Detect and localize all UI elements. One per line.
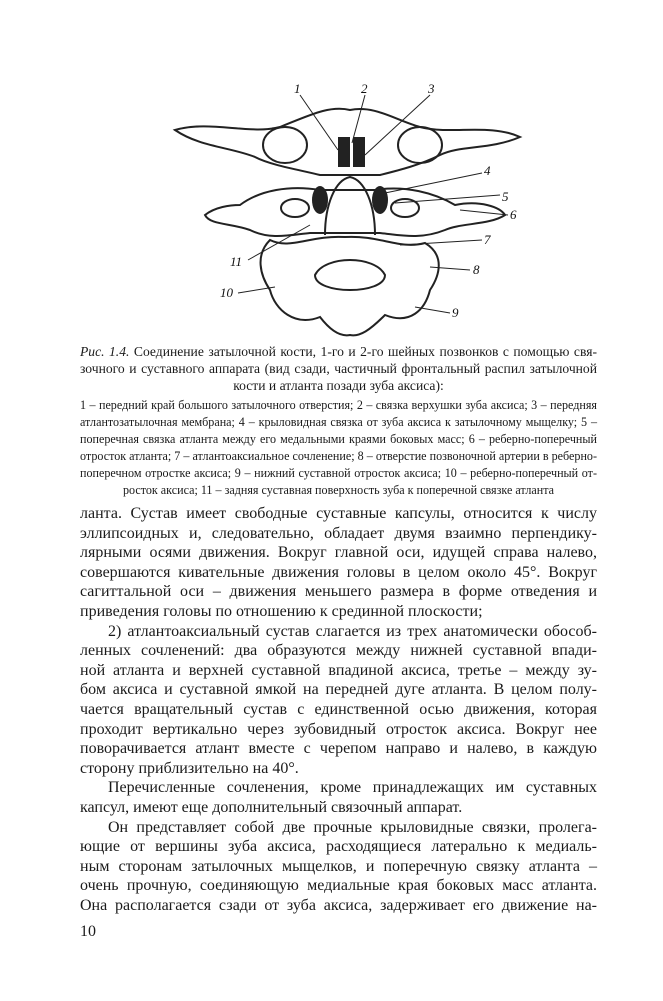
body-text-line: Он представляет собой две прочные крыловидные связки, пролега- [108,818,597,836]
figure-label: 7 [484,232,491,247]
figure-label: 4 [484,163,491,178]
figure-label: 1 [294,81,301,96]
figure-caption-line: кости и атланта позади зуба аксиса): [233,378,444,393]
body-text-line: ным сторонам затылочных мыщелков, и поперечную связку атланта – [80,857,597,875]
dens [325,177,375,235]
figure-caption-line [80,344,597,360]
body-text-line: 2) атлантоаксиальный сустав слагается из трех анатомически обособ- [108,622,597,640]
page-number: 10 [80,923,96,940]
body-text-line: ющие от вершины зуба аксиса, расходящиеся латерально к медиаль- [80,838,597,856]
body-text-line: лярными осями движения. Вокруг главной оси, идущей справа налево, [80,544,597,562]
body-text-line: ленных сочленений: два образуются между нижней суставной впади- [80,642,597,660]
figure-label: 2 [361,81,368,96]
body-text-line: сторону приблизительно на 40°. [80,759,299,777]
figure-label: 9 [452,305,459,320]
figure-caption-line: зочного и суставного аппарата (вид сзади, частичный фронтальный распил затылочной [80,361,597,376]
body-text-line: очень прочную, соединяющую медиальные края боковых масс атланта. [80,877,597,895]
figure-label: 10 [220,285,233,300]
figure-label: 3 [428,81,435,96]
anatomical-illustration [160,75,530,340]
body-text-line: эллипсоидных и, следовательно, обладает двумя взаимно перпендику- [80,524,597,542]
figure-legend-line: 1 – передний край большого затылочного отверстия; 2 – связка верхушки зуба аксиса; 3 – передняя [80,398,597,412]
figure-legend-line: отросток атланта; 7 – атлантоаксиальное сочленение; 8 – отверстие позвоночной артерии в реберно- [80,449,597,463]
body-text-line: проходит вертикально через зубовидный отросток аксиса. Вокруг нее [80,720,597,738]
body-text-line: Перечисленные сочленения, кроме принадлежащих им суставных [108,779,597,797]
figure-label: 5 [502,189,509,204]
body-text-line: бом аксиса и суставной ямкой на передней дуге атланта. В целом полу- [80,681,597,699]
atlas [205,188,505,236]
body-text-line: ланта. Сустав имеет свободные суставные капсулы, относится к числу [80,505,597,522]
axis [261,237,439,336]
body-text-line: Она располагается сзади от зуба аксиса, задерживает его движение на- [80,897,597,914]
figure-legend-line: поперечном отростке аксиса; 9 – нижний суставной отросток аксиса; 10 – реберно-поперечный от- [80,466,597,480]
body-text-line: сагиттальной оси – движения меньшего размера в форме отведения и [80,583,597,601]
body-text-line: совершаются кивательные движения головы в целом около 45°. Вокруг [80,563,597,581]
body-text-line: капсул, имеют еще дополнительный связочный аппарат. [80,799,463,816]
body-text-line: чается вращательный сустав с единственной осью движения, которая [80,701,597,718]
body-text-line: приведения головы по отношению к срединной плоскости; [80,603,483,620]
body-text-line: поворачивается атлант вместе с черепом направо и налево, в каждую [80,740,597,758]
figure-label: 8 [473,262,480,277]
figure-label: 6 [510,207,517,222]
figure-label: 11 [230,254,243,269]
figure-legend-line: росток аксиса; 11 – задняя суставная поверхность зуба к поперечной связке атланта [122,483,555,497]
figure-legend-line: поперечная связка атланта между его медальными краями боковых масс; 6 – реберно-поперечный [80,432,597,446]
body-text-line: ной атланта и верхней суставной впадиной аксиса, третье – между зу- [80,661,597,679]
figure-legend-line: атлантозатылочная мембрана; 4 – крыловидная связка от зуба аксиса к затылочному мыщелку; 5 – [80,415,597,429]
figure-number: Рис. 1.4. [80,344,130,359]
caption-text: Соединение затылочной кости, 1-го и 2-го шейных позвонков с помощью свя- [129,344,597,359]
